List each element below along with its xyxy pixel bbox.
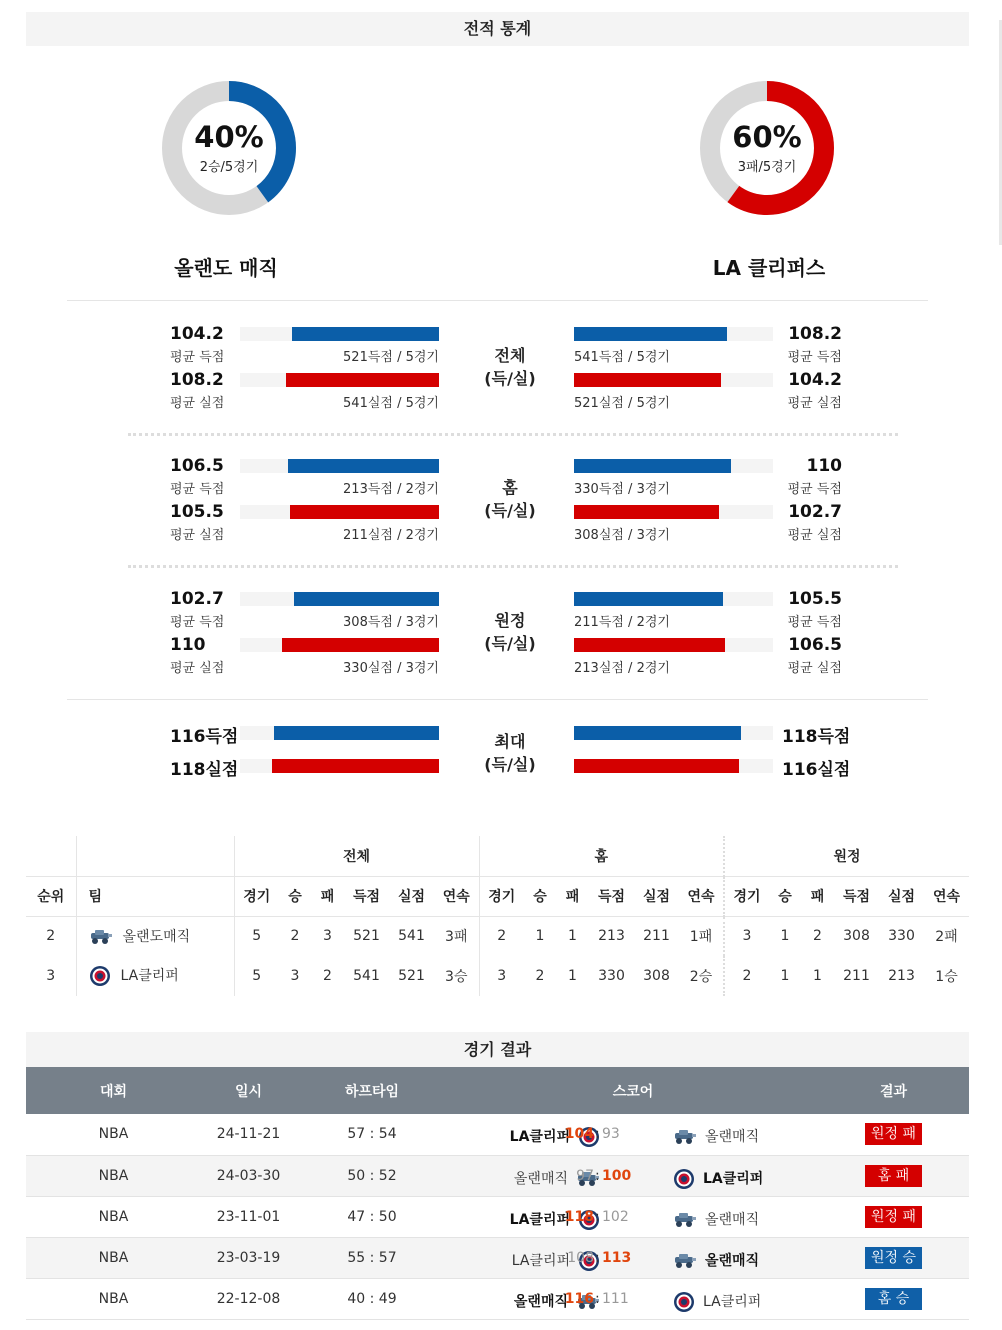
home-team[interactable]: LA클리퍼 [510,1126,600,1148]
stat-cell: 3 [479,956,524,996]
result-badge: 원정 승 [865,1247,922,1269]
halftime: 40 : 49 [296,1278,448,1319]
results-col-header: 대회 [26,1067,201,1114]
stat-block-1 [0,450,1002,560]
away-allowed-detail: 213실점 / 2경기 [574,661,670,676]
stat-cell: 213 [598,928,625,945]
stat-cell: 1패 [689,929,713,946]
date: 23-11-01 [201,1196,296,1237]
away-team[interactable]: 올랜매직 [673,1209,759,1229]
home-avg-allowed: 105.5 [170,502,224,522]
results-col-header: 스코어 [448,1067,818,1114]
stat-cell: 1 [780,968,790,984]
result-row[interactable] [26,1114,969,1155]
away-allowed-label: 평균 실점 [787,661,842,676]
stat-cell: 5 [234,916,279,956]
away-scored-detail: 211득점 / 2경기 [574,615,670,630]
standings-row [26,916,969,956]
stat-cell: 3패 [445,929,468,946]
col-header: 승 [769,876,801,916]
away-avg-allowed: 102.7 [788,502,842,522]
stat-cell: 1승 [935,969,958,985]
home-allowed-detail: 541실점 / 5경기 [343,396,439,411]
clippers-logo-icon [89,965,111,987]
away-allowed-bar [574,505,719,519]
results-section-title: 경기 결과 [26,1032,969,1067]
stat-cell: 211 [643,928,670,945]
stat-cell: 2 [535,968,545,984]
away-allowed-bar [574,373,721,387]
away-allowed-detail: 521실점 / 5경기 [574,396,670,411]
away-scored-detail: 541득점 / 5경기 [574,350,670,365]
home-scored-bar [288,459,439,473]
col-header: 연속 [679,876,724,916]
home-score: 104 [564,1126,594,1143]
away-allowed-detail: 308실점 / 3경기 [574,528,670,543]
away-max-scored-track [574,726,773,740]
results-col-header: 일시 [201,1067,296,1114]
magic-logo-icon [89,928,113,946]
home-scored-bar [292,327,439,341]
away-scored-track [574,327,773,341]
away-scored-track [574,592,773,606]
result-cell [818,1278,969,1319]
away-scored-label: 평균 득점 [787,350,842,365]
away-avg-scored: 108.2 [788,324,842,344]
home-scored-label: 평균 득점 [170,615,225,630]
score-cell: LA클리퍼 108 : 113 올랜매직 [448,1237,818,1278]
away-score: 93 [602,1126,620,1143]
home-score: 116 [564,1290,594,1307]
home-score: 118 [564,1208,594,1225]
stat-cell: 541 [353,968,380,984]
away-team-name: LA 클리퍼스 [712,256,826,280]
away-team[interactable]: 올랜매직 [673,1126,759,1146]
rank: 3 [46,968,56,984]
away-loss-pct: 60% [732,120,802,154]
home-scored-label: 평균 득점 [170,482,225,497]
home-team[interactable]: 올랜매직 [514,1291,600,1311]
col-header: 경기 [479,876,524,916]
away-avg-allowed: 104.2 [788,370,842,390]
away-allowed-label: 평균 실점 [787,396,842,411]
results-col-header: 결과 [818,1067,969,1114]
away-score: 111 [602,1290,629,1307]
dotted-divider [128,565,898,568]
clippers-logo-icon [673,1291,695,1313]
score-cell: LA클리퍼 118 : 102 올랜매직 [448,1196,818,1237]
away-scored-label: 평균 득점 [787,615,842,630]
away-max-scored-bar [574,726,741,740]
home-allowed-detail: 330실점 / 3경기 [343,661,439,676]
away-max-scored: 118득점 [782,727,851,747]
stat-cell: 2 [724,956,769,996]
home-max-allowed-track [240,759,439,773]
stat-cell: 3승 [445,969,468,985]
away-scored-bar [574,327,727,341]
away-scored-bar [574,592,723,606]
date: 23-03-19 [201,1237,296,1278]
standings-row [26,956,969,996]
away-max-allowed-bar [574,759,739,773]
stat-cell: 1 [780,928,790,945]
away-team[interactable]: LA클리퍼 [673,1168,763,1190]
col-header: 경기 [724,876,769,916]
home-scored-track [240,327,439,341]
magic-logo-icon [673,1211,697,1229]
away-scored-track [574,459,773,473]
stat-cell: 330 [598,968,625,984]
stat-cell: 3 [323,928,332,945]
block-label: 전체 (득/실) [484,346,536,388]
stat-block-0 [0,318,1002,428]
team-name: 올랜도매직 [122,929,191,946]
result-badge: 원정 패 [865,1123,922,1145]
away-max-allowed: 116실점 [782,760,851,780]
stat-cell: 1 [568,968,577,984]
team-cell[interactable] [76,956,234,996]
score-cell: 올랜매직 116 : 111 LA클리퍼 [448,1278,818,1319]
stats-section-title: 전적 통계 [26,12,969,46]
stat-cell: 2승 [689,969,713,985]
date: 22-12-08 [201,1278,296,1319]
away-scored-bar [574,459,731,473]
away-allowed-track [574,638,773,652]
away-allowed-track [574,373,773,387]
result-row[interactable] [26,1196,969,1237]
stat-cell: 3 [290,968,300,984]
col-header: 득점 [344,876,389,916]
halftime: 55 : 57 [296,1237,448,1278]
home-record: 2승/5경기 [199,160,259,175]
home-allowed-label: 평균 실점 [170,396,225,411]
result-badge: 홈 패 [865,1165,922,1187]
results-table [26,1067,969,1320]
away-scored-detail: 330득점 / 3경기 [574,482,670,497]
col-rank: 순위 [26,876,76,916]
divider [67,699,928,700]
home-allowed-bar [282,638,439,652]
stat-cell: 1 [568,928,577,945]
magic-logo-icon [673,1128,697,1146]
league: NBA [26,1278,201,1319]
col-header: 패 [801,876,834,916]
home-max-scored-bar [274,726,439,740]
team-name: LA클리퍼 [120,968,179,984]
home-max-allowed: 118실점 [170,760,239,780]
away-avg-scored: 110 [806,456,842,476]
home-avg-scored: 102.7 [170,589,224,609]
stat-cell: 521 [353,928,380,945]
home-max-scored-track [240,726,439,740]
away-record: 3패/5경기 [737,160,797,175]
home-win-rate-donut [162,81,296,215]
away-allowed-bar [574,638,725,652]
result-cell [818,1237,969,1278]
group-total: 전체 [234,836,479,876]
magic-logo-icon [673,1252,697,1270]
away-scored-label: 평균 득점 [787,482,842,497]
away-allowed-label: 평균 실점 [787,528,842,543]
away-loss-rate-donut [700,81,834,215]
col-header: 실점 [634,876,679,916]
home-allowed-detail: 211실점 / 2경기 [343,528,439,543]
stat-cell: 2 [323,968,332,984]
col-header: 패 [311,876,344,916]
stat-cell: 2 [479,916,524,956]
col-header: 실점 [879,876,924,916]
team-cell[interactable] [76,916,234,956]
col-header: 연속 [434,876,479,916]
away-score: 100 [602,1167,632,1184]
group-home: 홈 [479,836,724,876]
result-row[interactable] [26,1155,969,1196]
home-max-allowed-bar [272,759,439,773]
halftime: 47 : 50 [296,1196,448,1237]
home-allowed-track [240,505,439,519]
score-cell: 올랜매직 97 : 100 LA클리퍼 [448,1155,818,1196]
result-badge: 원정 패 [865,1206,922,1228]
home-avg-allowed: 108.2 [170,370,224,390]
league: NBA [26,1196,201,1237]
standings-table [26,836,969,996]
away-team[interactable]: 올랜매직 [673,1250,759,1270]
col-header: 연속 [924,876,969,916]
stat-cell: 211 [843,968,870,984]
stat-cell: 3 [724,916,769,956]
block-label: 홈 (득/실) [484,478,536,520]
home-allowed-track [240,373,439,387]
away-score: 113 [602,1249,632,1266]
date: 24-11-21 [201,1114,296,1155]
home-scored-bar [294,592,439,606]
away-score: 102 [602,1208,629,1225]
stat-block-2 [0,583,1002,693]
home-scored-detail: 521득점 / 5경기 [343,350,439,365]
col-header: 패 [556,876,589,916]
home-scored-track [240,459,439,473]
dotted-divider [128,433,898,436]
home-team[interactable]: 올랜매직 [514,1168,600,1188]
result-row[interactable] [26,1237,969,1278]
col-team: 팀 [76,876,234,916]
away-avg-scored: 105.5 [788,589,842,609]
home-allowed-track [240,638,439,652]
col-header: 승 [524,876,556,916]
date: 24-03-30 [201,1155,296,1196]
home-max-scored: 116득점 [170,727,239,747]
home-team-name: 올랜도 매직 [174,256,278,280]
home-score: 97 [576,1167,594,1184]
halftime: 50 : 52 [296,1155,448,1196]
max-label: 최대 (득/실) [484,732,536,774]
stat-cell: 5 [234,956,279,996]
home-score: 108 [567,1249,594,1266]
home-team[interactable]: LA클리퍼 [512,1250,600,1272]
home-allowed-bar [286,373,439,387]
col-header: 경기 [234,876,279,916]
result-row[interactable] [26,1278,969,1319]
league: NBA [26,1155,201,1196]
stat-cell: 330 [888,928,915,945]
rank: 2 [46,928,56,945]
stat-cell: 213 [888,968,915,984]
stat-cell: 308 [643,968,670,984]
league: NBA [26,1237,201,1278]
results-col-header: 하프타임 [296,1067,448,1114]
max-stat-block [0,718,1002,828]
home-scored-track [240,592,439,606]
home-allowed-bar [290,505,439,519]
stat-cell: 541 [398,928,425,945]
stat-cell: 1 [535,928,545,945]
col-header: 득점 [834,876,879,916]
home-allowed-label: 평균 실점 [170,528,225,543]
col-header: 실점 [389,876,434,916]
col-header: 득점 [589,876,634,916]
divider [67,300,928,301]
halftime: 57 : 54 [296,1114,448,1155]
away-max-allowed-track [574,759,773,773]
stat-cell: 2 [290,928,300,945]
score-cell: LA클리퍼 104 : 93 올랜매직 [448,1114,818,1155]
home-win-pct: 40% [194,120,264,154]
home-scored-detail: 213득점 / 2경기 [343,482,439,497]
home-team[interactable]: LA클리퍼 [510,1209,600,1231]
stat-cell: 2 [813,928,822,945]
stat-cell: 308 [843,928,870,945]
result-cell [818,1114,969,1155]
home-allowed-label: 평균 실점 [170,661,225,676]
home-avg-scored: 104.2 [170,324,224,344]
home-scored-label: 평균 득점 [170,350,225,365]
block-label: 원정 (득/실) [484,611,536,653]
result-badge: 홈 승 [865,1288,922,1310]
result-cell [818,1155,969,1196]
clippers-logo-icon [673,1168,695,1190]
stat-cell: 2패 [935,929,958,946]
away-allowed-track [574,505,773,519]
away-team[interactable]: LA클리퍼 [673,1291,761,1313]
away-avg-allowed: 106.5 [788,635,842,655]
league: NBA [26,1114,201,1155]
stat-cell: 1 [813,968,822,984]
group-away: 원정 [724,836,969,876]
col-header: 승 [279,876,311,916]
home-avg-scored: 106.5 [170,456,224,476]
home-scored-detail: 308득점 / 3경기 [343,615,439,630]
result-cell [818,1196,969,1237]
home-avg-allowed: 110 [170,635,206,655]
stat-cell: 521 [398,968,425,984]
